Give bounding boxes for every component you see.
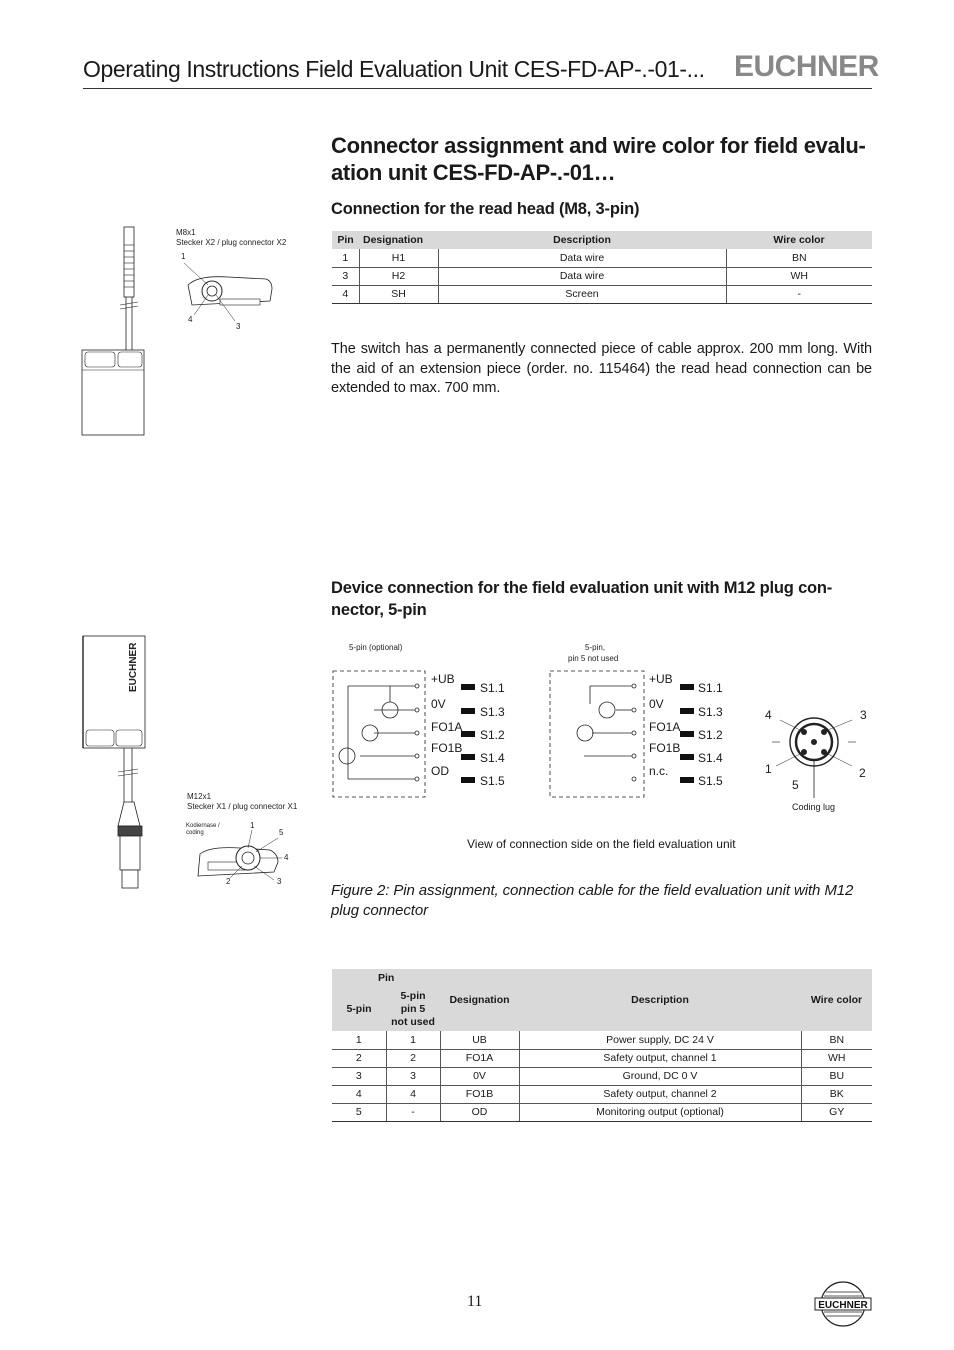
- cell-5pin-not-used: 1: [386, 1031, 440, 1049]
- m8-label: M8x1: [176, 228, 196, 237]
- table-row: [332, 249, 872, 267]
- document-title: Operating Instructions Field Evaluation Unit CES-FD-AP-.-01-...: [83, 56, 705, 82]
- read-head-pin-table: [332, 231, 872, 304]
- cell-pin: 1: [332, 249, 359, 267]
- cable-length-paragraph: The switch has a permanently connected piece of cable approx. 200 mm long. With the aid of an extension piece (order. no. 115464) the read head connection can be extended to max. 700 mm.: [331, 341, 872, 396]
- device-pin-table: [332, 969, 872, 1122]
- brand-logo: EUCHNER: [734, 50, 879, 83]
- coding-label-en: coding: [186, 830, 204, 836]
- m12-pin-label: 4: [284, 853, 289, 862]
- subheading-read-head: Connection for the read head (M8, 3-pin): [331, 200, 640, 218]
- cell-description: Data wire: [438, 249, 726, 267]
- col-header-wire-color: Wire color: [726, 231, 872, 249]
- seal-brand-text: EUCHNER: [818, 1300, 868, 1311]
- terminal-label: S1.5: [698, 774, 723, 788]
- cell-5pin-not-used: 3: [386, 1067, 440, 1085]
- terminal-label: S1.4: [480, 751, 505, 765]
- m12-label: M12x1: [187, 792, 212, 801]
- col-header-5pin: 5-pin: [332, 987, 386, 1031]
- cell-pin: 3: [332, 267, 359, 285]
- table-row: [332, 1031, 872, 1049]
- m12-connector-face: [770, 710, 860, 800]
- m12-pin-label: 1: [250, 821, 255, 830]
- col2-line-1: 5-pin: [400, 989, 426, 1002]
- terminal-label: S1.2: [698, 728, 723, 742]
- m12-device-illustration: [78, 632, 318, 894]
- figure-caption: Figure 2: Pin assignment, connection cable for the field evaluation unit with M12 plug connector: [331, 882, 854, 919]
- signal-label: FO1B: [431, 741, 463, 755]
- cell-wire-color: -: [726, 285, 872, 303]
- connector-pin-label: 2: [859, 766, 866, 780]
- terminal-label: S1.5: [480, 774, 505, 788]
- cell-pin: 4: [332, 285, 359, 303]
- cell-wire-color: BN: [801, 1031, 872, 1049]
- col-header-designation: Designation: [359, 231, 438, 249]
- cell-description: Monitoring output (optional): [519, 1103, 801, 1121]
- cell-designation: H2: [359, 267, 438, 285]
- subheading-device-connection: Device connection for the field evaluation unit with M12 plug con- nector, 5-pin: [331, 579, 833, 619]
- terminal-label: S1.4: [698, 751, 723, 765]
- terminal-label: S1.3: [698, 705, 723, 719]
- connector-pin-label: 1: [765, 762, 772, 776]
- coding-lug-label: Coding lug: [792, 802, 836, 812]
- m12-pin-label: 3: [277, 877, 282, 886]
- cell-5pin: 1: [332, 1031, 386, 1049]
- cell-description: Screen: [438, 285, 726, 303]
- connector-pin-label: 3: [860, 708, 867, 722]
- coding-label: Kodiernase /: [186, 823, 220, 829]
- cell-wire-color: BU: [801, 1067, 872, 1085]
- cell-5pin: 3: [332, 1067, 386, 1085]
- table-row: [332, 285, 872, 303]
- table-row: [332, 1067, 872, 1085]
- cell-5pin: 4: [332, 1085, 386, 1103]
- signal-label: 0V: [431, 697, 446, 711]
- cell-description: Data wire: [438, 267, 726, 285]
- view-caption: View of connection side on the field evaluation unit: [467, 837, 736, 851]
- cell-wire-color: WH: [726, 267, 872, 285]
- table-row: [332, 1085, 872, 1103]
- m8-pin-label: 4: [188, 315, 193, 324]
- wiring-diagram: [330, 668, 730, 800]
- m8-connector-illustration: [80, 225, 310, 437]
- cell-5pin: 2: [332, 1049, 386, 1067]
- m12-plug-label: Stecker X1 / plug connector X1: [187, 802, 298, 811]
- left-diagram-title: 5-pin (optional): [349, 643, 403, 652]
- right-diagram-title-2: pin 5 not used: [568, 654, 619, 663]
- cell-wire-color: GY: [801, 1103, 872, 1121]
- cell-wire-color: WH: [801, 1049, 872, 1067]
- signal-label: FO1B: [649, 741, 681, 755]
- header-rule: [83, 88, 872, 89]
- col-header-description: Description: [438, 231, 726, 249]
- device-brand-text: EUCHNER: [128, 642, 139, 692]
- cell-designation: FO1A: [440, 1049, 519, 1067]
- signal-label: +UB: [431, 672, 455, 686]
- cell-description: Ground, DC 0 V: [519, 1067, 801, 1085]
- cell-designation: FO1B: [440, 1085, 519, 1103]
- signal-label: +UB: [649, 672, 673, 686]
- cell-description: Power supply, DC 24 V: [519, 1031, 801, 1049]
- page-number: 11: [467, 1293, 483, 1310]
- terminal-label: S1.2: [480, 728, 505, 742]
- cell-designation: H1: [359, 249, 438, 267]
- m12-pin-label: 5: [279, 828, 284, 837]
- section-heading-connector-assignment: Connector assignment and wire color for field evalu- ation unit CES-FD-AP-.-01…: [331, 133, 866, 185]
- signal-label: FO1A: [431, 720, 463, 734]
- col2-line-3: not used: [391, 1015, 435, 1028]
- cell-designation: 0V: [440, 1067, 519, 1085]
- signal-label: 0V: [649, 697, 664, 711]
- signal-label: OD: [431, 764, 449, 778]
- cell-description: Safety output, channel 2: [519, 1085, 801, 1103]
- connector-pin-label: 5: [792, 778, 799, 792]
- cell-designation: SH: [359, 285, 438, 303]
- col-header-designation: Designation: [440, 969, 519, 1031]
- cell-wire-color: BK: [801, 1085, 872, 1103]
- cell-designation: UB: [440, 1031, 519, 1049]
- m8-plug-label: Stecker X2 / plug connector X2: [176, 238, 287, 247]
- cell-5pin-not-used: 2: [386, 1049, 440, 1067]
- m8-pin-label: 3: [236, 322, 241, 331]
- cell-description: Safety output, channel 1: [519, 1049, 801, 1067]
- cell-5pin-not-used: -: [386, 1103, 440, 1121]
- col-header-pin: Pin: [332, 231, 359, 249]
- cell-wire-color: BN: [726, 249, 872, 267]
- col2-line-2: pin 5: [400, 1002, 426, 1015]
- terminal-label: S1.1: [698, 681, 723, 695]
- col-header-wire-color: Wire color: [801, 969, 872, 1031]
- m8-pin-label: 1: [181, 252, 186, 261]
- table-row: [332, 1049, 872, 1067]
- right-diagram-title-1: 5-pin,: [585, 643, 606, 652]
- cell-5pin: 5: [332, 1103, 386, 1121]
- col-header-description: Description: [519, 969, 801, 1031]
- m12-pin-label: 2: [226, 877, 231, 886]
- terminal-label: S1.1: [480, 681, 505, 695]
- cell-5pin-not-used: 4: [386, 1085, 440, 1103]
- col-header-pin-group: Pin: [332, 969, 440, 987]
- euchner-seal-logo: [812, 1280, 874, 1328]
- table-row: [332, 1103, 872, 1121]
- signal-label: FO1A: [649, 720, 681, 734]
- connector-pin-label: 4: [765, 708, 772, 722]
- col-header-5pin-not-used: [386, 987, 440, 1031]
- terminal-label: S1.3: [480, 705, 505, 719]
- table-row: [332, 267, 872, 285]
- signal-label: n.c.: [649, 764, 669, 778]
- cell-designation: OD: [440, 1103, 519, 1121]
